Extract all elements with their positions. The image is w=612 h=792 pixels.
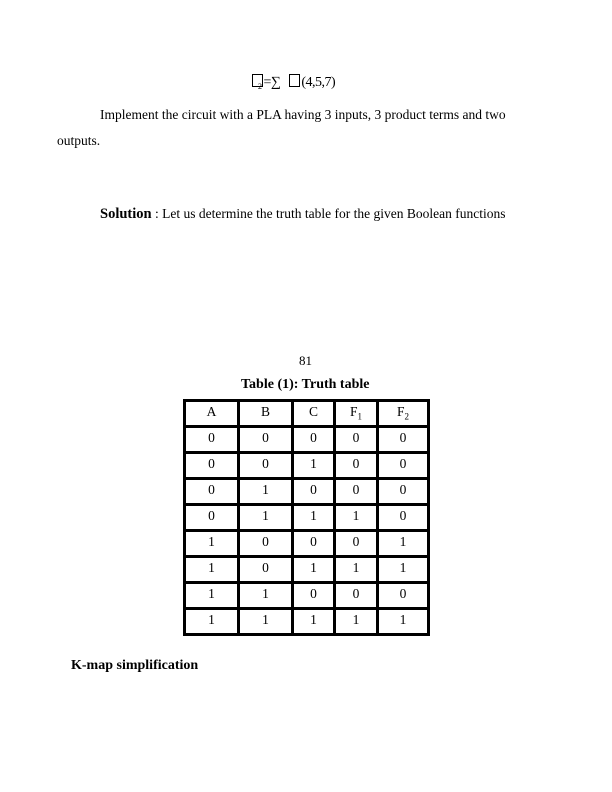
table-cell: 0 xyxy=(293,583,335,609)
table-row xyxy=(185,557,429,583)
table-cell: 0 xyxy=(335,531,378,557)
solution-label: Solution xyxy=(100,206,152,222)
table-cell: 0 xyxy=(239,453,293,479)
table-cell: 1 xyxy=(378,531,429,557)
kmap-heading: K-map simplification xyxy=(71,658,199,673)
table-cell: 0 xyxy=(293,427,335,453)
table-header-row xyxy=(185,401,429,427)
truth-table xyxy=(183,399,430,636)
table-cell: 0 xyxy=(293,479,335,505)
solution-text: : Let us determine the truth table for the given Boolean functions xyxy=(151,206,506,221)
problem-line-2: outputs. xyxy=(57,133,101,148)
missing-glyph-box xyxy=(289,74,300,87)
table-cell: 1 xyxy=(239,583,293,609)
table-cell: 0 xyxy=(378,583,429,609)
solution-paragraph xyxy=(100,206,506,223)
table-cell: 0 xyxy=(335,583,378,609)
table-cell: 1 xyxy=(185,609,239,635)
table-cell: 1 xyxy=(239,505,293,531)
equation-f2 xyxy=(252,74,335,91)
equation-terms: (4,5,7) xyxy=(301,75,336,90)
header-b: B xyxy=(239,401,293,427)
table-row xyxy=(185,479,429,505)
table-cell: 0 xyxy=(378,427,429,453)
table-cell: 0 xyxy=(185,427,239,453)
table-cell: 1 xyxy=(378,557,429,583)
table-cell: 0 xyxy=(335,479,378,505)
table-cell: 1 xyxy=(293,609,335,635)
equation-lhs-subscript: 2 xyxy=(258,82,262,91)
table-cell: 0 xyxy=(293,531,335,557)
table-cell: 1 xyxy=(293,505,335,531)
table-row xyxy=(185,583,429,609)
table-cell: 1 xyxy=(239,609,293,635)
table-cell: 1 xyxy=(335,505,378,531)
table-cell: 0 xyxy=(239,557,293,583)
header-c: C xyxy=(293,401,335,427)
table-cell: 1 xyxy=(185,583,239,609)
table-cell: 0 xyxy=(335,427,378,453)
table-cell: 1 xyxy=(335,609,378,635)
table-cell: 0 xyxy=(378,479,429,505)
equation-operator: =∑ xyxy=(263,75,281,90)
table-row xyxy=(185,609,429,635)
header-a: A xyxy=(185,401,239,427)
page-number: 81 xyxy=(299,353,312,368)
table-cell: 0 xyxy=(185,479,239,505)
table-cell: 0 xyxy=(378,505,429,531)
table-caption: Table (1): Truth table xyxy=(241,377,370,392)
header-f1: $F_1$ xyxy=(335,401,378,427)
table-row xyxy=(185,453,429,479)
header-f2: $F_2$ xyxy=(378,401,429,427)
table-cell: 1 xyxy=(335,557,378,583)
table-cell: 1 xyxy=(239,479,293,505)
table-row xyxy=(185,531,429,557)
table-cell: 0 xyxy=(378,453,429,479)
problem-line-1: Implement the circuit with a PLA having 3 inputs, 3 product terms and two xyxy=(100,107,506,122)
table-cell: 1 xyxy=(293,557,335,583)
table-cell: 0 xyxy=(239,531,293,557)
table-cell: 1 xyxy=(293,453,335,479)
table-cell: 0 xyxy=(185,505,239,531)
table-cell: 0 xyxy=(239,427,293,453)
table-cell: 0 xyxy=(185,453,239,479)
table-cell: 1 xyxy=(378,609,429,635)
table-cell: 1 xyxy=(185,531,239,557)
table-cell: 0 xyxy=(335,453,378,479)
table-row xyxy=(185,505,429,531)
table-row xyxy=(185,427,429,453)
table-cell: 1 xyxy=(185,557,239,583)
